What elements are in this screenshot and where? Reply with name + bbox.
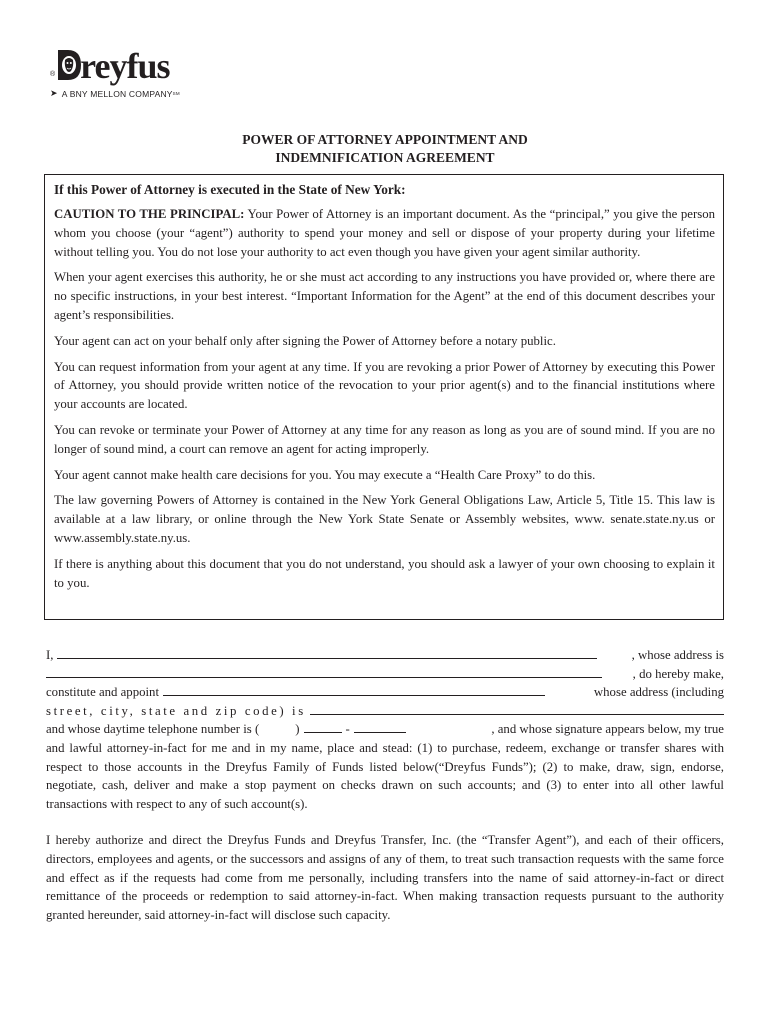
caution-text: Your Power of Attorney is an important document. As the “principal,” you give the person whom you choose (your “agent”) authority to spend your money and sell or dispose of your property during your lifetime without telling you. You do not lose your authority to act even though you have given your agent similar authority. bbox=[54, 207, 715, 259]
notice-heading: If this Power of Attorney is executed in the State of New York: bbox=[54, 182, 406, 197]
logo-tagline bbox=[50, 88, 180, 99]
do-hereby-make-label: , do hereby make, bbox=[632, 666, 724, 681]
principal-name-field[interactable] bbox=[57, 646, 597, 659]
constitute-appoint-label: constitute and appoint bbox=[46, 685, 160, 700]
notice-paragraph-4: You can request information from your agent at any time. If you are revoking a prior Power of Attorney by executing this Power of Attorney, you should provide written notice of the revocation to your prior agent(s) and to the financial institutions where your accounts are located. bbox=[54, 359, 715, 412]
phone-prefix-label: and whose daytime telephone number is ( bbox=[46, 722, 260, 737]
ny-notice-box bbox=[44, 174, 724, 620]
notice-paragraph-6: Your agent cannot make health care decisions for you. You may execute a “Health Care Proxy” to do this. bbox=[54, 467, 596, 482]
whose-address-including-label: whose address (including bbox=[593, 685, 724, 700]
agent-address-field[interactable] bbox=[310, 702, 724, 715]
principal-address-field[interactable] bbox=[46, 665, 602, 678]
street-city-label: street, city, state and zip code) is bbox=[46, 703, 306, 718]
notice-paragraph-8: If there is anything about this document that you do not understand, you should ask a lawyer of your own choosing to explain it to you. bbox=[54, 556, 715, 590]
notice-paragraph-5: You can revoke or terminate your Power of Attorney at any time for any reason as long as you are of sound mind. If you are no longer of sound mind, a court can remove an agent for acting improperly. bbox=[54, 422, 715, 456]
caution-label: CAUTION TO THE PRINCIPAL: bbox=[54, 207, 245, 221]
phone-exchange-field[interactable] bbox=[304, 720, 342, 733]
notice-paragraph-2: When your agent exercises this authority, he or she must act according to any instructions you have provided or, where there are no specific instructions, in your best interest. “Important Information for the Agent” at the end of this document describes your agent’s responsibilities. bbox=[54, 270, 715, 322]
phone-dash: - bbox=[345, 722, 350, 737]
agent-address-row bbox=[46, 702, 724, 721]
principal-address-row bbox=[46, 665, 724, 684]
agent-name-field[interactable] bbox=[163, 683, 545, 696]
dreyfus-logo bbox=[50, 44, 200, 104]
tagline-text: A BNY MELLON COMPANY bbox=[61, 88, 173, 99]
authorization-paragraph: I hereby authorize and direct the Dreyfus Funds and Dreyfus Transfer, Inc. (the “Transfer Agent”), and each of their officers, directors, employees and agents, or the successors and assigns of any of them, to treat such transaction requests with the same force and effect as if the requests had come from me personally, including transfers into the name of said attorney-in-fact or direct remittance of the proceeds or redemption to said attorney-in-fact. When making transaction requests pursuant to the authority granted hereunder, said attorney-in-fact will disclose such capacity. bbox=[46, 833, 724, 922]
document-title bbox=[0, 131, 770, 167]
whose-address-label: , whose address is bbox=[631, 648, 724, 662]
notice-paragraph-3: Your agent can act on your behalf only after signing the Power of Attorney before a notary public. bbox=[54, 333, 556, 348]
i-label: I, bbox=[46, 648, 54, 662]
title-line-2: INDEMNIFICATION AGREEMENT bbox=[275, 150, 495, 165]
appointment-form bbox=[46, 646, 724, 937]
arrow-icon: ➤ bbox=[50, 88, 58, 98]
agent-name-row bbox=[46, 683, 724, 702]
lion-emblem-icon bbox=[56, 46, 82, 84]
phone-paren-close: ) bbox=[295, 722, 300, 737]
logo-wordmark bbox=[50, 44, 170, 84]
authority-paragraph: and lawful attorney-in-fact for me and in my name, place and stead: (1) to purchase, redeem, exchange or transfer shares with respect to those accounts in the Dreyfus Family of Funds listed below(“Dreyfus Funds”); (2) to make, draw, sign, endorse, negotiate, cash, deliver and make a stop payment on checks drawn on such accounts; and (3) to enter into all other lawful transactions with respect to any of such account(s). bbox=[46, 740, 724, 811]
phone-suffix-label: , and whose signature appears below, my true bbox=[491, 722, 724, 737]
phone-number-field[interactable] bbox=[354, 720, 406, 733]
logo-brand-tail: reyfus bbox=[80, 46, 170, 86]
service-mark: SM bbox=[172, 91, 180, 96]
phone-row bbox=[46, 720, 724, 739]
registered-mark: ® bbox=[50, 71, 56, 78]
title-line-1: POWER OF ATTORNEY APPOINTMENT AND bbox=[242, 132, 528, 147]
caution-paragraph bbox=[54, 205, 715, 261]
principal-name-row bbox=[46, 646, 724, 665]
notice-paragraph-7: The law governing Powers of Attorney is contained in the New York General Obligations Law, Article 5, Title 15. This law is available at a law library, or online through the New York State Senate or Assembly websites, www. senate.state.ny.us or www.assembly.state.ny.us. bbox=[54, 493, 715, 545]
